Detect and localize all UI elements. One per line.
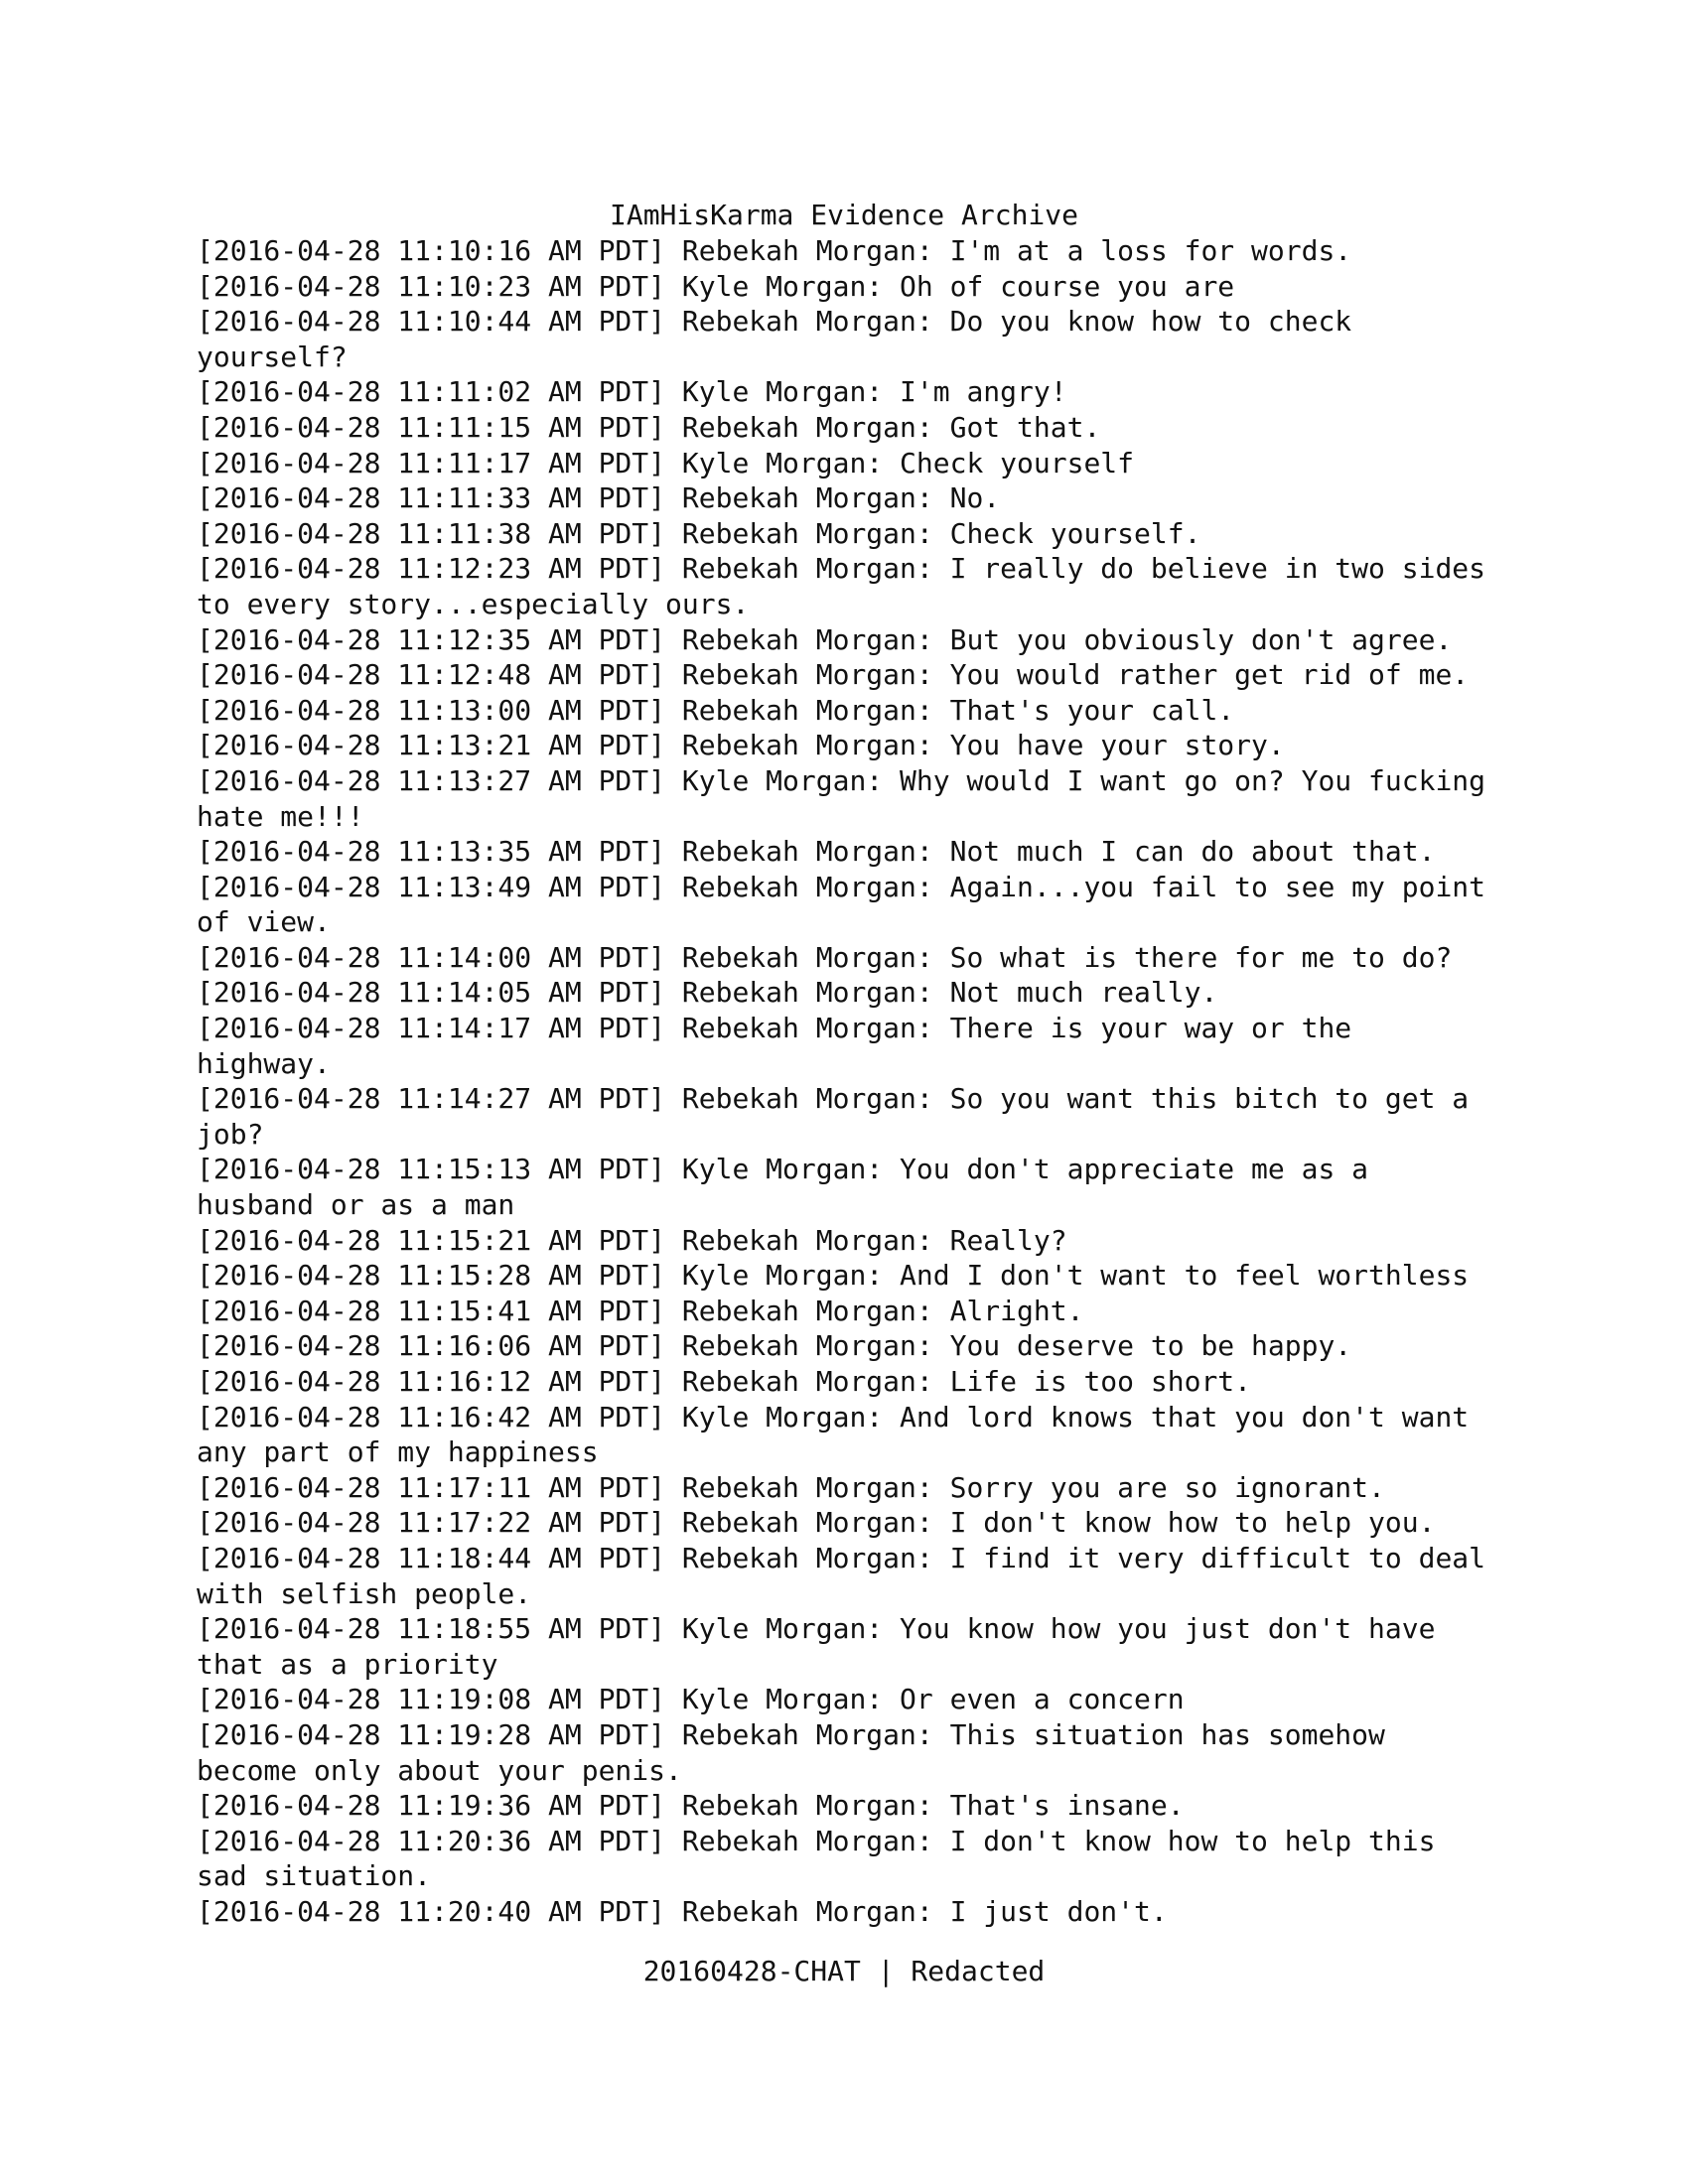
chat-line: [2016-04-28 11:17:11 AM PDT] Rebekah Morgan: Sorry you are so ignorant. [197, 1470, 1385, 1504]
chat-line: [2016-04-28 11:19:36 AM PDT] Rebekah Morgan: That's insane. [197, 1789, 1185, 1823]
chat-line: [2016-04-28 11:18:44 AM PDT] Rebekah Morgan: I find it very difficult to deal [197, 1541, 1486, 1574]
chat-line: [2016-04-28 11:13:00 AM PDT] Rebekah Morgan: That's your call. [197, 693, 1235, 727]
chat-transcript [197, 233, 1507, 1930]
chat-line: [2016-04-28 11:13:35 AM PDT] Rebekah Morgan: Not much I can do about that. [197, 835, 1436, 869]
chat-line: of view. [197, 905, 331, 939]
chat-line: [2016-04-28 11:12:48 AM PDT] Rebekah Morgan: You would rather get rid of me. [197, 658, 1470, 692]
chat-line: [2016-04-28 11:15:13 AM PDT] Kyle Morgan: You don't appreciate me as a [197, 1153, 1369, 1186]
chat-line: [2016-04-28 11:14:17 AM PDT] Rebekah Morgan: There is your way or the [197, 1012, 1352, 1045]
page-footer: 20160428-CHAT | Redacted [642, 1955, 1046, 1987]
chat-line: [2016-04-28 11:14:05 AM PDT] Rebekah Morgan: Not much really. [197, 976, 1218, 1010]
chat-line: to every story...especially ours. [197, 587, 750, 620]
chat-line: [2016-04-28 11:12:35 AM PDT] Rebekah Morgan: But you obviously don't agree. [197, 622, 1453, 656]
chat-line: [2016-04-28 11:16:06 AM PDT] Rebekah Morgan: You deserve to be happy. [197, 1329, 1352, 1363]
chat-line: [2016-04-28 11:11:17 AM PDT] Kyle Morgan: Check yourself [197, 446, 1135, 479]
chat-line: job? [197, 1117, 264, 1151]
chat-line: [2016-04-28 11:10:16 AM PDT] Rebekah Morgan: I'm at a loss for words. [197, 234, 1352, 267]
chat-line: with selfish people. [197, 1576, 532, 1610]
chat-line: [2016-04-28 11:19:08 AM PDT] Kyle Morgan: Or even a concern [197, 1683, 1185, 1716]
chat-line: [2016-04-28 11:17:22 AM PDT] Rebekah Morgan: I don't know how to help you. [197, 1506, 1436, 1540]
chat-line: [2016-04-28 11:11:02 AM PDT] Kyle Morgan: I'm angry! [197, 375, 1067, 409]
chat-line: [2016-04-28 11:10:23 AM PDT] Kyle Morgan: Oh of course you are [197, 269, 1235, 303]
chat-line: [2016-04-28 11:19:28 AM PDT] Rebekah Morgan: This situation has somehow [197, 1717, 1385, 1751]
chat-line: hate me!!! [197, 799, 364, 833]
chat-line: [2016-04-28 11:20:40 AM PDT] Rebekah Morgan: I just don't. [197, 1894, 1168, 1928]
chat-line: [2016-04-28 11:15:41 AM PDT] Rebekah Morgan: Alright. [197, 1294, 1084, 1327]
chat-line: [2016-04-28 11:20:36 AM PDT] Rebekah Morgan: I don't know how to help this [197, 1824, 1436, 1857]
chat-line: [2016-04-28 11:11:38 AM PDT] Rebekah Morgan: Check yourself. [197, 516, 1201, 550]
chat-line: [2016-04-28 11:16:42 AM PDT] Kyle Morgan: And lord knows that you don't want [197, 1400, 1470, 1433]
chat-line: become only about your penis. [197, 1753, 682, 1787]
chat-line: [2016-04-28 11:15:21 AM PDT] Rebekah Morgan: Really? [197, 1223, 1067, 1257]
chat-line: [2016-04-28 11:12:23 AM PDT] Rebekah Morgan: I really do believe in two sides [197, 552, 1486, 586]
page-title: IAmHisKarma Evidence Archive [609, 199, 1078, 231]
chat-line: [2016-04-28 11:14:00 AM PDT] Rebekah Morgan: So what is there for me to do? [197, 940, 1453, 974]
chat-line: [2016-04-28 11:14:27 AM PDT] Rebekah Morgan: So you want this bitch to get a [197, 1082, 1470, 1116]
chat-line: highway. [197, 1046, 331, 1080]
chat-line: [2016-04-28 11:11:15 AM PDT] Rebekah Morgan: Got that. [197, 410, 1101, 444]
chat-line: [2016-04-28 11:11:33 AM PDT] Rebekah Morgan: No. [197, 481, 1001, 515]
chat-line: [2016-04-28 11:15:28 AM PDT] Kyle Morgan: And I don't want to feel worthless [197, 1259, 1470, 1293]
chat-line: [2016-04-28 11:16:12 AM PDT] Rebekah Morgan: Life is too short. [197, 1365, 1252, 1398]
chat-line: husband or as a man [197, 1188, 515, 1222]
chat-line: [2016-04-28 11:13:49 AM PDT] Rebekah Morgan: Again...you fail to see my point [197, 870, 1486, 903]
chat-line: sad situation. [197, 1859, 432, 1893]
chat-line: [2016-04-28 11:10:44 AM PDT] Rebekah Morgan: Do you know how to check [197, 305, 1352, 339]
chat-line: any part of my happiness [197, 1435, 599, 1469]
chat-line: [2016-04-28 11:13:21 AM PDT] Rebekah Morgan: You have your story. [197, 729, 1285, 762]
chat-line: [2016-04-28 11:13:27 AM PDT] Kyle Morgan: Why would I want go on? You fucking [197, 763, 1486, 797]
chat-line: yourself? [197, 340, 348, 373]
chat-line: that as a priority [197, 1647, 498, 1681]
chat-line: [2016-04-28 11:18:55 AM PDT] Kyle Morgan: You know how you just don't have [197, 1612, 1436, 1646]
